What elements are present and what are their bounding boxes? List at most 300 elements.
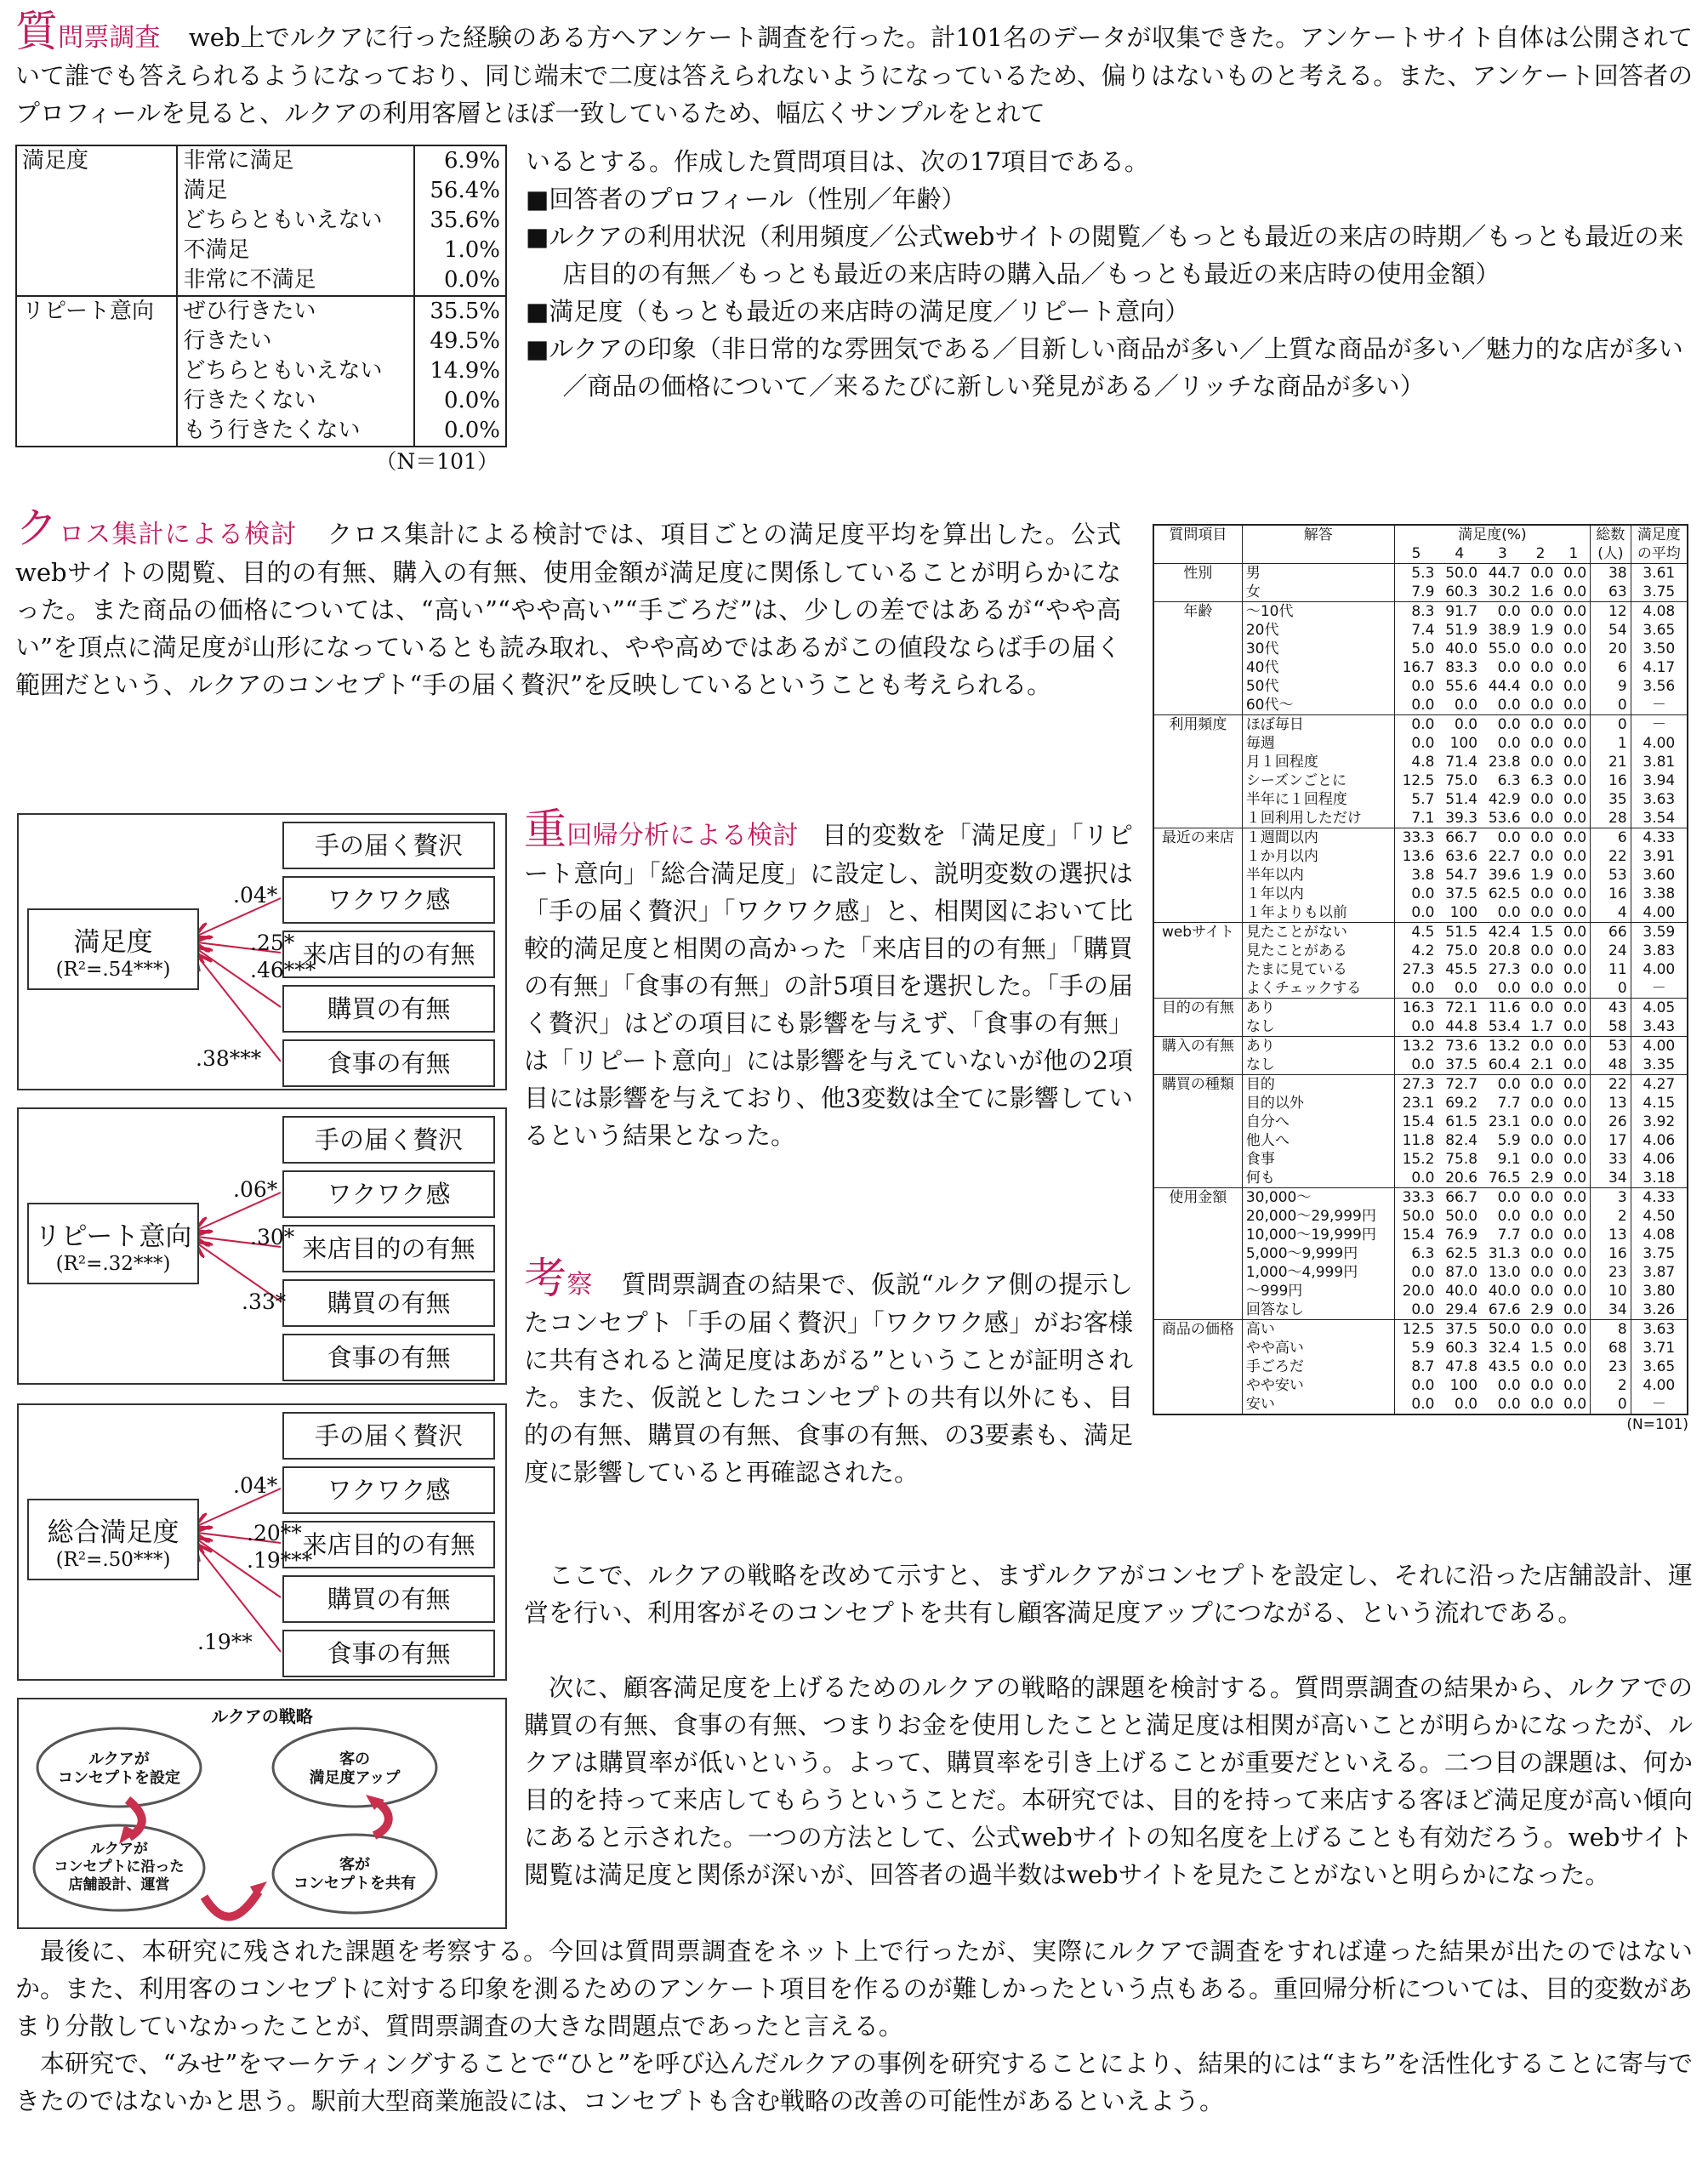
cross-tab-answer: 30代 xyxy=(1242,640,1394,658)
cross-tab-pct-5: 27.3 xyxy=(1402,961,1435,978)
cross-tab-pct-1: 0.0 xyxy=(1557,1226,1590,1244)
cross-tab-pct-1: 0.0 xyxy=(1557,564,1590,583)
strategy-diagram xyxy=(17,1698,507,1929)
cross-tab-total: 0 xyxy=(1591,715,1631,735)
cross-tab-pct-5: 16.3 xyxy=(1394,999,1438,1018)
cross-tab-pct-1: 0.0 xyxy=(1557,1094,1590,1113)
cross-tab-pct-5: 0.0 xyxy=(1394,715,1438,735)
cross-tab-pct-5: 33.3 xyxy=(1394,828,1438,848)
cross-tab-pct-1: 0.0 xyxy=(1557,640,1590,658)
cross-tab-pct-3: 9.1 xyxy=(1497,1151,1521,1168)
cross-tab-pct-2: 0.0 xyxy=(1530,904,1554,921)
cross-tab-pct-2: 1.5 xyxy=(1530,1340,1554,1357)
cross-tab-pct-4: 29.4 xyxy=(1445,1301,1478,1318)
strategy-text: 客が xyxy=(339,1856,370,1874)
cross-tab-pct-2: 0.0 xyxy=(1530,791,1554,808)
survey-n-label: （N＝101） xyxy=(375,449,498,474)
section-initial: 重 xyxy=(524,805,567,854)
regression-paragraph xyxy=(524,805,1134,1154)
cross-tab-pct-2: 0.0 xyxy=(1530,1208,1554,1225)
strategy-node-3 xyxy=(37,1841,201,1894)
cross-tab-total: 26 xyxy=(1591,1113,1631,1131)
cross-tab-pct-4: 100 xyxy=(1449,904,1478,921)
regression-diagram xyxy=(17,1403,507,1681)
cross-tab-pct-1: 0.0 xyxy=(1557,809,1590,828)
cross-tab-pct-2: 0.0 xyxy=(1530,1227,1554,1244)
discussion-paragraph-4: 最後に、本研究に残された課題を考察する。今回は質問票調査をネット上で行ったが、実際にルクアで調査をすれば違った結果が出たのではないか。また、利用客のコンセプトに対する印象を測るためのアンケート項目を作るのが難しかったという点もある。重回帰分析については、目的変数があまり分散していなかったことが、質問票調査の大きな問題点であったと言える。 xyxy=(15,1937,1693,2041)
regression-coefficient: .46*** xyxy=(250,958,316,982)
cross-tab-pct-3: 0.0 xyxy=(1481,1075,1524,1095)
strategy-node-1 xyxy=(44,1750,194,1788)
cross-tab-answer: 30,000～ xyxy=(1242,1188,1394,1208)
r-squared-label: (R²=.32***) xyxy=(55,1253,171,1275)
cross-tab-pct-4: 47.8 xyxy=(1445,1358,1478,1375)
survey-answer: 非常に不満足 xyxy=(177,265,413,296)
cross-tab-pct-1: 0.0 xyxy=(1557,1263,1590,1282)
cross-tab-total: 4 xyxy=(1591,903,1631,923)
section-title-rest: 察 xyxy=(566,1270,593,1300)
cross-tab-pct-1: 0.0 xyxy=(1557,1150,1590,1169)
cross-tab-pct-5: 0.0 xyxy=(1411,904,1435,921)
cross-tab-total: 23 xyxy=(1591,1358,1631,1376)
cross-tab-pct-2: 0.0 xyxy=(1530,678,1554,695)
cross-tab-average: 3.35 xyxy=(1643,1056,1676,1073)
cross-tab-pct-5: 0.0 xyxy=(1411,1056,1435,1073)
cross-tab-row xyxy=(1153,999,1688,1018)
cross-tab-group-label: 年齢 xyxy=(1153,602,1242,715)
cross-tab-average: 3.61 xyxy=(1631,564,1688,583)
cross-tab-pct-5: 12.5 xyxy=(1394,1320,1438,1340)
cross-tab-answer: 50代 xyxy=(1242,677,1394,696)
cross-tab-answer: よくチェックする xyxy=(1242,979,1394,999)
question-intro: いるとする。作成した質問項目は、次の17項目である。 xyxy=(526,147,1149,176)
cross-tab-pct-1: 0.0 xyxy=(1557,734,1590,753)
cross-tab-pct-3: 62.5 xyxy=(1488,885,1521,902)
cross-tab-total: 3 xyxy=(1591,1188,1631,1208)
cross-tab-pct-4: 50.0 xyxy=(1438,564,1481,583)
cross-tab-average: 3.83 xyxy=(1643,942,1676,959)
survey-answer: もう行きたくない xyxy=(177,416,413,447)
cross-tab-average: 4.00 xyxy=(1643,904,1676,921)
regression-coefficient: .04* xyxy=(233,1473,278,1498)
cross-tab-pct-4: 40.0 xyxy=(1445,640,1478,657)
cross-tab-average: 3.65 xyxy=(1643,622,1676,639)
cross-tab-pct-3: 23.1 xyxy=(1488,1113,1521,1130)
cross-tab-pct-4: 72.7 xyxy=(1438,1075,1481,1095)
cross-tab-group-label: 目的の有無 xyxy=(1153,999,1242,1037)
cross-tab-total: 68 xyxy=(1591,1339,1631,1358)
cross-tab-total: 9 xyxy=(1591,677,1631,696)
cross-tab-average: 3.26 xyxy=(1643,1301,1676,1318)
cross-tab-pct-1: 0.0 xyxy=(1557,1169,1590,1188)
cross-tab-pct-4: 51.9 xyxy=(1445,622,1478,639)
cross-tab-average: 4.08 xyxy=(1631,602,1688,622)
cross-tab-pct-4: 55.6 xyxy=(1445,678,1478,695)
cross-tab-answer: 20,000～29,999円 xyxy=(1242,1207,1394,1226)
intro-text: web上でルクアに行った経験のある方へアンケート調査を行った。計101名のデータが収集できた。アンケートサイト自体は公開されていて誰でも答えられるようになっており、同じ端末で二度は答えられないようになっているため、偏りはないものと考える。また、アンケート回答者のプロフィールを見ると、ルクアの利用客層とほぼ一致しているため、幅広くサンプルをとれて xyxy=(15,23,1694,128)
cross-tab-pct-3: 44.7 xyxy=(1481,564,1524,583)
cross-tab-pct-5: 15.2 xyxy=(1402,1151,1435,1168)
cross-tab-pct-1: 0.0 xyxy=(1557,923,1590,942)
survey-result-table xyxy=(15,145,507,476)
explanatory-variable-box: 食事の有無 xyxy=(282,1630,495,1677)
cross-tab-row xyxy=(1153,828,1688,848)
cross-tab-answer: あり xyxy=(1242,1037,1394,1056)
cross-tab-pct-3: 42.9 xyxy=(1488,791,1521,808)
cross-tab-total: 6 xyxy=(1591,658,1631,677)
regression-diagram xyxy=(17,813,507,1090)
cross-tab-average: 4.33 xyxy=(1631,828,1688,848)
cross-tab-group-label: 購買の種類 xyxy=(1153,1075,1242,1188)
cross-tab-average: － xyxy=(1631,715,1688,735)
survey-row xyxy=(16,296,506,327)
survey-percent: 35.5% xyxy=(414,296,506,327)
cross-tab-pct-5: 23.1 xyxy=(1402,1095,1435,1112)
cross-tab-pct-3: 32.4 xyxy=(1488,1340,1521,1357)
cross-tab-pct-3: 0.0 xyxy=(1497,980,1521,997)
cross-tab-pct-2: 0.0 xyxy=(1530,1377,1554,1394)
cross-tab-pct-1: 0.0 xyxy=(1557,847,1590,866)
cross-tab-pct-3: 23.8 xyxy=(1488,754,1521,771)
cross-tab-average: 4.00 xyxy=(1631,1037,1688,1056)
question-item: ■満足度（もっとも最近の来店時の満足度／リピート意向） xyxy=(526,297,1190,326)
cross-tab-answer: ～10代 xyxy=(1242,602,1394,622)
cross-tab-total: 1 xyxy=(1591,734,1631,753)
survey-percent: 0.0% xyxy=(443,388,500,413)
cross-tab-pct-5: 5.3 xyxy=(1394,564,1438,583)
explanatory-variable-box: 購買の有無 xyxy=(282,1575,495,1623)
cross-tab-total: 34 xyxy=(1591,1301,1631,1320)
survey-answer: どちらともいえない xyxy=(177,206,413,236)
cross-tab-total: 17 xyxy=(1591,1131,1631,1150)
cross-tab-pct-3: 0.0 xyxy=(1497,1208,1521,1225)
cross-tab-answer: 安い xyxy=(1242,1395,1394,1414)
intro-paragraph xyxy=(15,7,1694,132)
cross-tab-pct-2: 0.0 xyxy=(1524,828,1557,848)
cross-tab-pct-3: 53.4 xyxy=(1488,1018,1521,1035)
r-squared-label: (R²=.50***) xyxy=(55,1549,171,1571)
cross-tab-total: 13 xyxy=(1591,1094,1631,1113)
cross-tab-pct-1: 0.0 xyxy=(1557,1320,1590,1340)
cross-tab-pct-1: 0.0 xyxy=(1557,753,1590,771)
cross-tab-pct-2: 0.0 xyxy=(1524,1320,1557,1340)
cross-tab-pct-2: 0.0 xyxy=(1530,961,1554,978)
cross-tab-group-label: webサイト xyxy=(1153,923,1242,999)
cross-tab-average: 3.43 xyxy=(1643,1018,1676,1035)
cross-tab-pct-2: 0.0 xyxy=(1524,1037,1557,1056)
cross-tab-total: 16 xyxy=(1591,885,1631,903)
dependent-variable-box xyxy=(27,1499,199,1580)
explanatory-variable-box: 食事の有無 xyxy=(282,1334,495,1381)
discussion-paragraph-3: 次に、顧客満足度を上げるためのルクアの戦略的課題を検討する。質問票調査の結果から、ルクアでの購買の有無、食事の有無、つまりお金を使用したことと満足度は相関が高いことが明らかになったが、ルクアは購買率が低いという。よって、購買率を引き上げることが重要だといえる。二つ目の課題は、何か目的を持って来店してもらうということだ。本研究では、目的を持って来店する客ほど満足度が高い傾向にあると示された。一つの方法として、公式webサイトの知名度を上げることも有効だろう。webサイト閲覧は満足度と関係が深いが、回答者の過半数はwebサイトを見たことがないと明らかになった。 xyxy=(524,1673,1693,1889)
cross-tab-pct-5: 0.0 xyxy=(1411,1377,1435,1394)
cross-tab-pct-5: 3.8 xyxy=(1411,867,1435,884)
cross-tab-average: 3.75 xyxy=(1643,1245,1676,1262)
cross-tab-pct-2: 0.0 xyxy=(1530,810,1554,827)
cross-tab-pct-1: 0.0 xyxy=(1557,677,1590,696)
cross-tab-pct-2: 0.0 xyxy=(1530,697,1554,714)
cross-tab-answer: 何も xyxy=(1242,1169,1394,1188)
cross-tab-answer: 半年に１回程度 xyxy=(1242,790,1394,809)
cross-tab-pct-2: 0.0 xyxy=(1530,1245,1554,1262)
cross-tab-answer: 見たことがない xyxy=(1242,923,1394,942)
cross-tab-row xyxy=(1153,1037,1688,1056)
cross-tab-pct-1: 0.0 xyxy=(1557,696,1590,715)
cross-tab-pct-5: 5.7 xyxy=(1411,791,1435,808)
cross-tab-total: 24 xyxy=(1591,942,1631,960)
cross-tab-pct-3: 53.6 xyxy=(1488,810,1521,827)
cross-tab-pct-4: 45.5 xyxy=(1445,961,1478,978)
cross-tab-pct-4: 60.3 xyxy=(1445,1340,1478,1357)
cross-tab-pct-2: 0.0 xyxy=(1530,1113,1554,1130)
cross-tab-average: － xyxy=(1651,697,1666,714)
cross-tab-pct-4: 100 xyxy=(1449,735,1478,752)
cross-tab-answer: 回答なし xyxy=(1242,1301,1394,1320)
cross-tab-answer: ほぼ毎日 xyxy=(1242,715,1394,735)
cross-tab-pct-4: 72.1 xyxy=(1438,999,1481,1018)
cross-tab-answer: 食事 xyxy=(1242,1150,1394,1169)
cross-tab-pct-5: 8.7 xyxy=(1411,1358,1435,1375)
cross-tab-group-label: 最近の来店 xyxy=(1153,828,1242,923)
cross-tab-pct-3: 0.0 xyxy=(1481,715,1524,735)
cross-tab-pct-2: 1.5 xyxy=(1524,923,1557,942)
cross-tab-pct-4: 37.5 xyxy=(1445,1056,1478,1073)
cross-tab-pct-5: 0.0 xyxy=(1411,1264,1435,1281)
strategy-node-4 xyxy=(280,1856,430,1893)
cross-tab-average: 3.92 xyxy=(1643,1113,1676,1130)
cross-tab-average: 4.05 xyxy=(1631,999,1688,1018)
cross-tab-average: 4.17 xyxy=(1643,659,1676,676)
cross-tab-pct-4: 69.2 xyxy=(1445,1095,1478,1112)
cross-tab-group-label: 購入の有無 xyxy=(1153,1037,1242,1075)
cross-tab-total: 48 xyxy=(1591,1056,1631,1075)
survey-percent: 6.9% xyxy=(443,148,500,174)
explanatory-variable-box: ワクワク感 xyxy=(282,1170,495,1218)
header-total-unit: (人) xyxy=(1591,544,1631,564)
cross-tab-paragraph xyxy=(15,504,1122,703)
cross-tab-pct-5: 7.1 xyxy=(1411,810,1435,827)
cross-tab-pct-1: 0.0 xyxy=(1557,1207,1590,1226)
cross-tab-answer: 目的 xyxy=(1242,1075,1394,1095)
cross-tab-total: 66 xyxy=(1591,923,1631,942)
cross-tab-pct-2: 0.0 xyxy=(1530,980,1554,997)
discussion-paragraph-5: 本研究で、“みせ”をマーケティングすることで“ひと”を呼び込んだルクアの事例を研究することにより、結果的には“まち”を活性化することに寄与できたのではないかと思う。駅前大型商業施設には、コンセプトも含む戦略の改善の可能性があるといえよう。 xyxy=(15,2049,1693,2115)
cross-tab-pct-3: 39.6 xyxy=(1488,867,1521,884)
cross-tab-answer: ～999円 xyxy=(1242,1282,1394,1301)
cross-tab-pct-2: 0.0 xyxy=(1524,602,1557,622)
cross-tab-average: 3.50 xyxy=(1643,640,1676,657)
cross-tab-pct-2: 1.7 xyxy=(1530,1018,1554,1035)
dependent-variable-box xyxy=(27,908,199,990)
cross-tab-total: 53 xyxy=(1591,1037,1631,1056)
cross-tab-answer: 自分へ xyxy=(1242,1113,1394,1131)
cross-tab-average: 4.00 xyxy=(1643,1377,1676,1394)
cross-tab-n-label: (N=101) xyxy=(1626,1416,1688,1433)
cross-tab-row xyxy=(1153,923,1688,942)
cross-tab-group-label: 商品の価格 xyxy=(1153,1320,1242,1415)
regression-coefficient: .19** xyxy=(197,1630,253,1654)
cross-tab-pct-4: 51.4 xyxy=(1445,791,1478,808)
cross-tab-pct-1: 0.0 xyxy=(1557,885,1590,903)
cross-tab-pct-1: 0.0 xyxy=(1557,960,1590,979)
strategy-text: 店舗設計、運営 xyxy=(68,1876,170,1893)
cross-tab-answer: 見たことがある xyxy=(1242,942,1394,960)
survey-percent: 0.0% xyxy=(443,418,500,443)
cross-tab-pct-2: 0.0 xyxy=(1524,1188,1557,1208)
cross-tab-pct-4: 37.5 xyxy=(1438,1320,1481,1340)
header-avg-2: の平均 xyxy=(1637,545,1681,562)
cross-tab-pct-5: 13.6 xyxy=(1402,848,1435,865)
cross-tab-total: 33 xyxy=(1591,1150,1631,1169)
cross-tab-pct-1: 0.0 xyxy=(1557,866,1590,885)
cross-tab-total: 2 xyxy=(1591,1207,1631,1226)
cross-tab-pct-2: 6.3 xyxy=(1530,772,1554,789)
cross-tab-pct-2: 0.0 xyxy=(1530,659,1554,676)
cross-tab-pct-1: 0.0 xyxy=(1557,1131,1590,1150)
cross-tab-answer: 毎週 xyxy=(1242,734,1394,753)
cross-tab-row xyxy=(1153,602,1688,622)
explanatory-variable-box: 手の届く贅沢 xyxy=(282,822,495,869)
cross-tab-pct-3: 0.0 xyxy=(1497,659,1521,676)
cross-tab-pct-1: 0.0 xyxy=(1557,942,1590,960)
cross-tab-pct-2: 0.0 xyxy=(1530,1396,1554,1413)
discussion-paragraph-1 xyxy=(524,1254,1134,1491)
cross-tab-pct-3: 27.3 xyxy=(1488,961,1521,978)
survey-percent: 56.4% xyxy=(430,178,500,203)
survey-percent: 0.0% xyxy=(443,267,500,293)
cross-tab-pct-3: 50.0 xyxy=(1481,1320,1524,1340)
cross-tab-answer: 1,000～4,999円 xyxy=(1242,1263,1394,1282)
cross-tab-pct-4: 83.3 xyxy=(1445,659,1478,676)
cross-tab-table xyxy=(1153,524,1688,1434)
cross-tab-pct-3: 0.0 xyxy=(1497,697,1521,714)
cross-tab-row xyxy=(1153,564,1688,583)
cross-tab-pct-4: 20.6 xyxy=(1445,1170,1478,1187)
cross-tab-pct-1: 0.0 xyxy=(1557,658,1590,677)
cross-tab-pct-1: 0.0 xyxy=(1557,999,1590,1018)
cross-tab-pct-3: 0.0 xyxy=(1497,1396,1521,1413)
regression-coefficient: .25* xyxy=(250,931,295,955)
cross-tab-answer: なし xyxy=(1242,1056,1394,1075)
section-title-rest: 回帰分析による検討 xyxy=(566,821,799,851)
cross-tab-pct-5: 11.8 xyxy=(1402,1132,1435,1149)
cross-tab-average: 3.59 xyxy=(1631,923,1688,942)
survey-group-label: 満足度 xyxy=(16,145,177,296)
cross-tab-pct-4: 73.6 xyxy=(1438,1037,1481,1056)
section-initial: ク xyxy=(15,504,60,553)
regression-coefficient: .38*** xyxy=(196,1046,262,1071)
cross-tab-pct-2: 2.1 xyxy=(1530,1056,1554,1073)
cross-tab-group-label: 利用頻度 xyxy=(1153,715,1242,828)
cross-tab-pct-1: 0.0 xyxy=(1557,1282,1590,1301)
regression-diagram xyxy=(17,1107,507,1385)
header-item: 質問項目 xyxy=(1153,525,1242,564)
section-title-rest: ロス集計による検討 xyxy=(59,520,298,549)
cross-tab-total: 2 xyxy=(1591,1376,1631,1395)
cross-tab-pct-2: 0.0 xyxy=(1530,1095,1554,1112)
cross-tab-pct-4: 87.0 xyxy=(1445,1264,1478,1281)
header-level: 3 xyxy=(1497,545,1507,562)
cross-tab-pct-5: 33.3 xyxy=(1394,1188,1438,1208)
survey-answer: 不満足 xyxy=(177,236,413,265)
cross-tab-pct-4: 66.7 xyxy=(1438,828,1481,848)
cross-tab-pct-5: 5.0 xyxy=(1411,640,1435,657)
cross-tab-pct-4: 71.4 xyxy=(1445,754,1478,771)
cross-tab-pct-3: 31.3 xyxy=(1488,1245,1521,1262)
cross-tab-row xyxy=(1153,715,1688,735)
cross-tab-pct-4: 82.4 xyxy=(1445,1132,1478,1149)
explanatory-variable-box: 手の届く贅沢 xyxy=(282,1116,495,1164)
cross-tab-pct-2: 2.9 xyxy=(1530,1170,1554,1187)
cross-tab-pct-2: 0.0 xyxy=(1524,1075,1557,1095)
cross-tab-pct-2: 0.0 xyxy=(1530,848,1554,865)
cross-tab-pct-4: 39.3 xyxy=(1445,810,1478,827)
cross-tab-answer: 10,000～19,999円 xyxy=(1242,1226,1394,1244)
explanatory-variable-box: 手の届く贅沢 xyxy=(282,1412,495,1460)
cross-tab-group-label: 性別 xyxy=(1153,564,1242,602)
cross-tab-pct-4: 0.0 xyxy=(1455,1396,1478,1413)
survey-answer: 非常に満足 xyxy=(177,145,413,176)
cross-tab-pct-3: 20.8 xyxy=(1488,942,1521,959)
survey-percent: 35.6% xyxy=(430,208,500,233)
cross-tab-pct-3: 42.4 xyxy=(1481,923,1524,942)
cross-tab-answer: 月１回程度 xyxy=(1242,753,1394,771)
survey-answer: どちらともいえない xyxy=(177,356,413,386)
cross-tab-pct-3: 6.3 xyxy=(1497,772,1521,789)
survey-group-label: リピート意向 xyxy=(16,296,177,447)
cross-tab-answer: １か月以内 xyxy=(1242,847,1394,866)
survey-answer: 行きたい xyxy=(177,327,413,356)
cross-tab-pct-5: 8.3 xyxy=(1394,602,1438,622)
cross-tab-average: 3.87 xyxy=(1643,1264,1676,1281)
strategy-text: コンセプトを共有 xyxy=(293,1875,416,1893)
cross-tab-average: 3.56 xyxy=(1643,678,1676,695)
survey-percent: 14.9% xyxy=(430,358,500,384)
cross-tab-pct-5: 0.0 xyxy=(1411,980,1435,997)
cross-tab-group-label: 使用金額 xyxy=(1153,1188,1242,1320)
cross-tab-pct-2: 1.9 xyxy=(1530,867,1554,884)
survey-answer: 行きたくない xyxy=(177,386,413,416)
cross-tab-pct-1: 0.0 xyxy=(1557,1188,1590,1208)
cross-tab-answer: １週間以内 xyxy=(1242,828,1394,848)
header-answer: 解答 xyxy=(1242,525,1394,564)
survey-row xyxy=(16,145,506,176)
cross-tab-pct-4: 0.0 xyxy=(1438,715,1481,735)
cross-tab-average: 4.50 xyxy=(1643,1208,1676,1225)
cross-tab-answer: たまに見ている xyxy=(1242,960,1394,979)
cross-tab-total: 53 xyxy=(1591,866,1631,885)
cross-tab-average: 3.18 xyxy=(1643,1170,1676,1187)
cross-tab-pct-5: 0.0 xyxy=(1411,1396,1435,1413)
strategy-node-2 xyxy=(280,1750,430,1788)
section-initial: 質 xyxy=(15,7,59,56)
survey-percent: 1.0% xyxy=(443,237,500,263)
cross-tab-pct-5: 5.9 xyxy=(1411,1340,1435,1357)
header-level: 5 xyxy=(1411,545,1421,562)
cross-tab-total: 0 xyxy=(1591,979,1631,999)
cross-tab-average: 3.91 xyxy=(1643,848,1676,865)
cross-tab-pct-1: 0.0 xyxy=(1557,583,1590,602)
cross-tab-average: 4.06 xyxy=(1643,1132,1676,1149)
cross-tab-pct-5: 7.4 xyxy=(1411,622,1435,639)
explanatory-variable-box: 来店目的の有無 xyxy=(282,1521,495,1568)
cross-tab-total: 38 xyxy=(1591,564,1631,583)
cross-tab-average: 3.60 xyxy=(1643,867,1676,884)
cross-tab-pct-5: 4.5 xyxy=(1394,923,1438,942)
cross-tab-pct-2: 0.0 xyxy=(1524,564,1557,583)
cross-tab-total: 16 xyxy=(1591,771,1631,790)
cross-tab-pct-1: 0.0 xyxy=(1557,1358,1590,1376)
